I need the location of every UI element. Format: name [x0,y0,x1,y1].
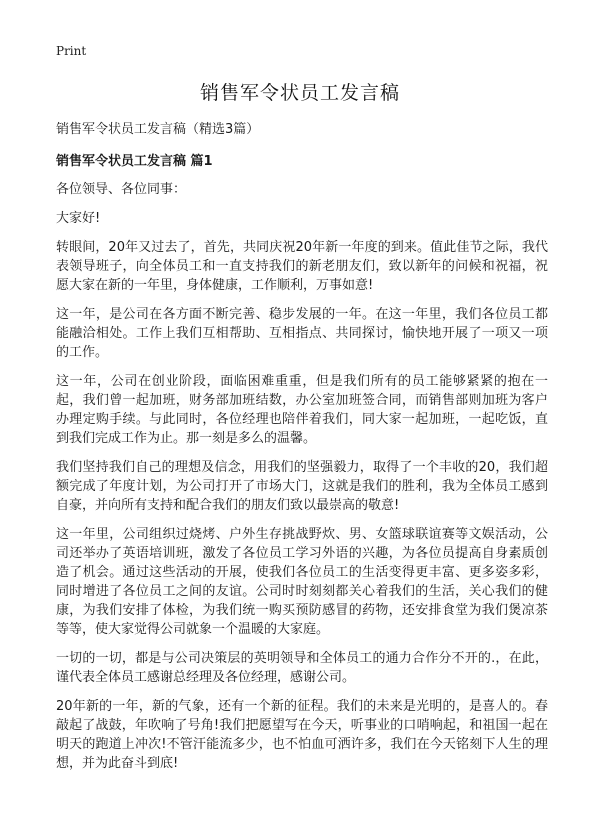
body-paragraph: 一切的一切，都是与公司决策层的英明领导和全体员工的通力合作分不开的.，在此，谨代表全体员工感谢总经理及各位经理，感谢公司。 [56,651,548,685]
document-body [56,180,548,783]
body-paragraph: 这一年，是公司在各方面不断完善、稳步发展的一年。在这一年里，我们各位员工都能融洽相处。工作上我们互相帮助、互相指点、共同探讨，愉快地开展了一项又一项的工作。 [56,307,548,360]
salutation-paragraph: 大家好! [56,211,101,226]
body-paragraph: 20年新的一年，新的气象，还有一个新的征程。我们的未来是光明的，是喜人的。春敲起了战鼓，年吹响了号角!我们把愿望写在今天，听事业的口哨响起，和祖国一起在明天的跑道上冲次!不管汗能流多少，也不怕血可洒许多，我们在今天铭刻下人生的理想，并为此奋斗到底! [56,699,548,771]
page-title: 销售军令状员工发言稿 [199,82,400,104]
document-subtitle: 销售军令状员工发言稿（精选3篇） [56,122,260,137]
print-label: Print [56,44,87,58]
greeting-paragraph: 各位领导、各位同事： [56,182,187,197]
body-paragraph: 我们坚持我们自己的理想及信念，用我们的坚强毅力，取得了一个丰收的20，我们超额完成了年度计划，为公司打开了市场大门，这就是我们的胜利，我为全体员工感到自豪，并向所有支持和配合我们的朋友们致以最崇高的敬意! [56,460,548,513]
section-heading: 销售军令状员工发言稿 篇1 [56,154,213,169]
body-paragraph: 这一年，公司在创业阶段，面临困难重重，但是我们所有的员工能够紧紧的抱在一起，我们曾一起加班，财务部加班结数，办公室加班签合同，而销售部则加班为客户办理定购手续。与此同时，各位经理也陪伴着我们，同大家一起加班，一起吃饭，直到我们完成工作为止。那一刻是多么的温馨。 [56,374,548,446]
body-paragraph: 转眼间，20年又过去了，首先，共同庆祝20年新一年度的到来。值此佳节之际，我代表领导班子，向全体员工和一直支持我们的新老朋友们，致以新年的问候和祝福，祝愿大家在新的一年里，身体健康，工作顺利，万事如意! [56,240,548,293]
body-paragraph: 这一年里，公司组织过烧烤、户外生存挑战野炊、男、女篮球联谊赛等文娱活动，公司还举办了英语培训班，激发了各位员工学习外语的兴趣，为各位员提高自身素质创造了机会。通过这些活动的开展，使我们各位员工的生活变得更丰富、更多姿多彩，同时增进了各位员工之间的友谊。公司时时刻刻都关心着我们的生活，关心我们的健康，为我们安排了体检，为我们统一购买预防感冒的药物，还安排食堂为我们煲凉茶等等，使大家觉得公司就象一个温暖的大家庭。 [56,527,548,637]
